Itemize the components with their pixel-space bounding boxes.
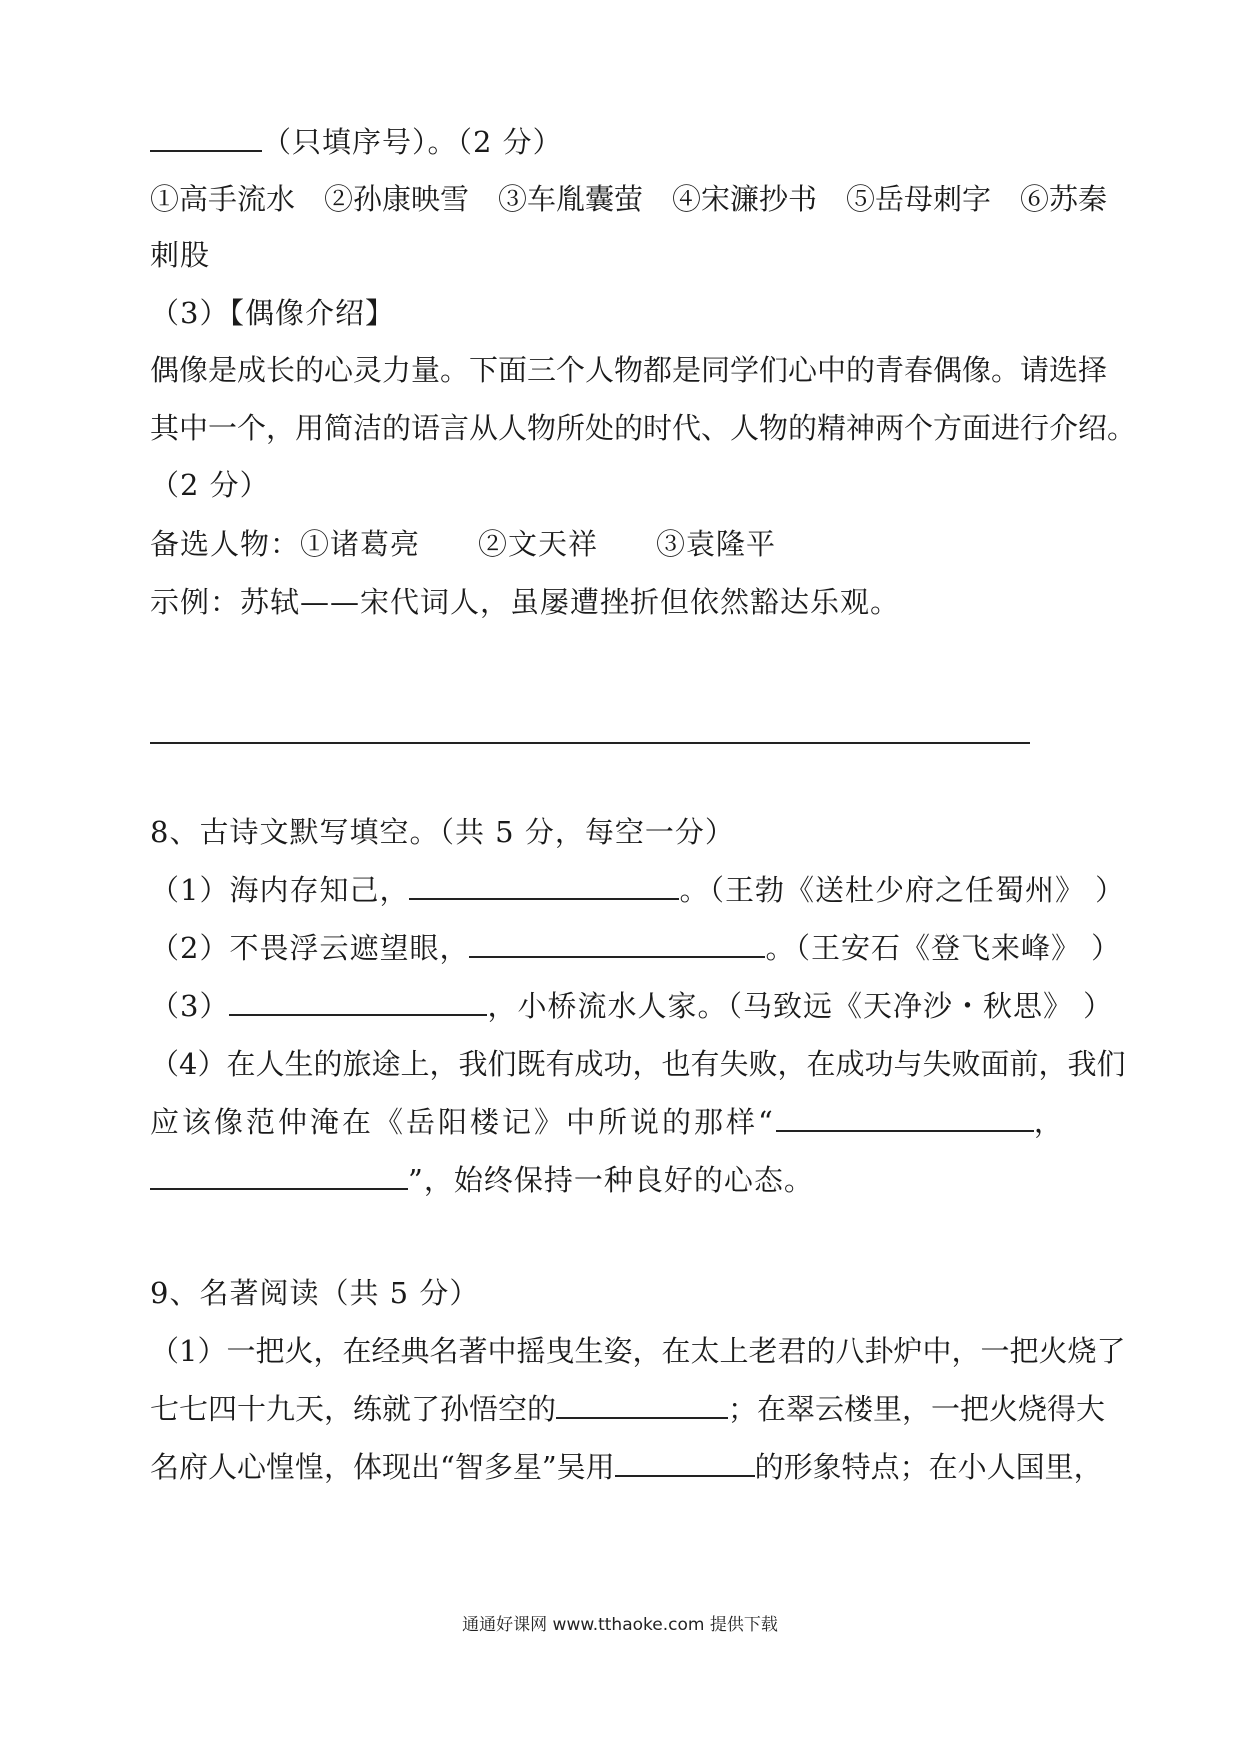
question-8-4-cont: 应该像范仲淹在《岳阳楼记》中所说的那样“ ，	[150, 1102, 1110, 1142]
question-9-1-cont2: 名府人心惶惶，体现出“智多星”吴用 的形象特点；在小人国里，	[150, 1447, 1110, 1487]
question-8-3: （3） ，小桥流水人家。（马致远《天净沙・秋思》 ）	[150, 986, 1110, 1026]
question-9-heading: 9、名著阅读（共 5 分）	[150, 1276, 480, 1310]
candidates-line: 备选人物：①诸葛亮 ②文天祥 ③袁隆平	[150, 527, 777, 561]
answer-blank[interactable]	[615, 1447, 755, 1477]
answer-blank-long[interactable]	[150, 742, 1030, 744]
question-8-1: （1）海内存知己， 。（王勃《送杜少府之任蜀州》 ）	[150, 870, 1110, 910]
question-8-heading: 8、古诗文默写填空。（共 5 分，每空一分）	[150, 815, 735, 849]
answer-blank[interactable]	[150, 122, 262, 152]
answer-blank[interactable]	[556, 1389, 728, 1419]
question-8-2: （2）不畏浮云遮望眼， 。（王安石《登飞来峰》 ）	[150, 928, 1110, 968]
answer-line-q7-2: （只填序号）。（2 分）	[150, 122, 1110, 162]
question-9-1: （1）一把火，在经典名著中摇曳生姿，在太上老君的八卦炉中，一把火烧了	[150, 1334, 1126, 1368]
question-8-4: （4）在人生的旅途上，我们既有成功，也有失败，在成功与失败面前，我们	[150, 1047, 1126, 1081]
paragraph-line: 偶像是成长的心灵力量。下面三个人物都是同学们心中的青春偶像。请选择	[150, 353, 1108, 387]
answer-blank[interactable]	[469, 928, 765, 958]
score-note: （2 分）	[150, 468, 270, 502]
paragraph-line: 其中一个，用简洁的语言从人物所处的时代、人物的精神两个方面进行介绍。	[150, 411, 1137, 445]
question-9-1-cont: 七七四十九天，练就了孙悟空的 ；在翠云楼里，一把火烧得大	[150, 1389, 1110, 1429]
answer-blank[interactable]	[150, 1160, 408, 1190]
options-line: ①高手流水 ②孙康映雪 ③车胤囊萤 ④宋濂抄书 ⑤岳母刺字 ⑥苏秦	[150, 182, 1108, 216]
answer-blank[interactable]	[229, 986, 487, 1016]
example-line: 示例：苏轼——宋代词人，虽屡遭挫折但依然豁达乐观。	[150, 585, 901, 619]
answer-blank[interactable]	[409, 870, 679, 900]
answer-blank[interactable]	[776, 1102, 1034, 1132]
subquestion-heading: （3）【偶像介绍】	[150, 296, 395, 330]
question-8-4-end: ”，始终保持一种良好的心态。	[150, 1160, 1110, 1200]
options-line-cont: 刺股	[150, 238, 211, 272]
page-footer: 通通好课网 www.tthaoke.com 提供下载	[462, 1615, 778, 1635]
